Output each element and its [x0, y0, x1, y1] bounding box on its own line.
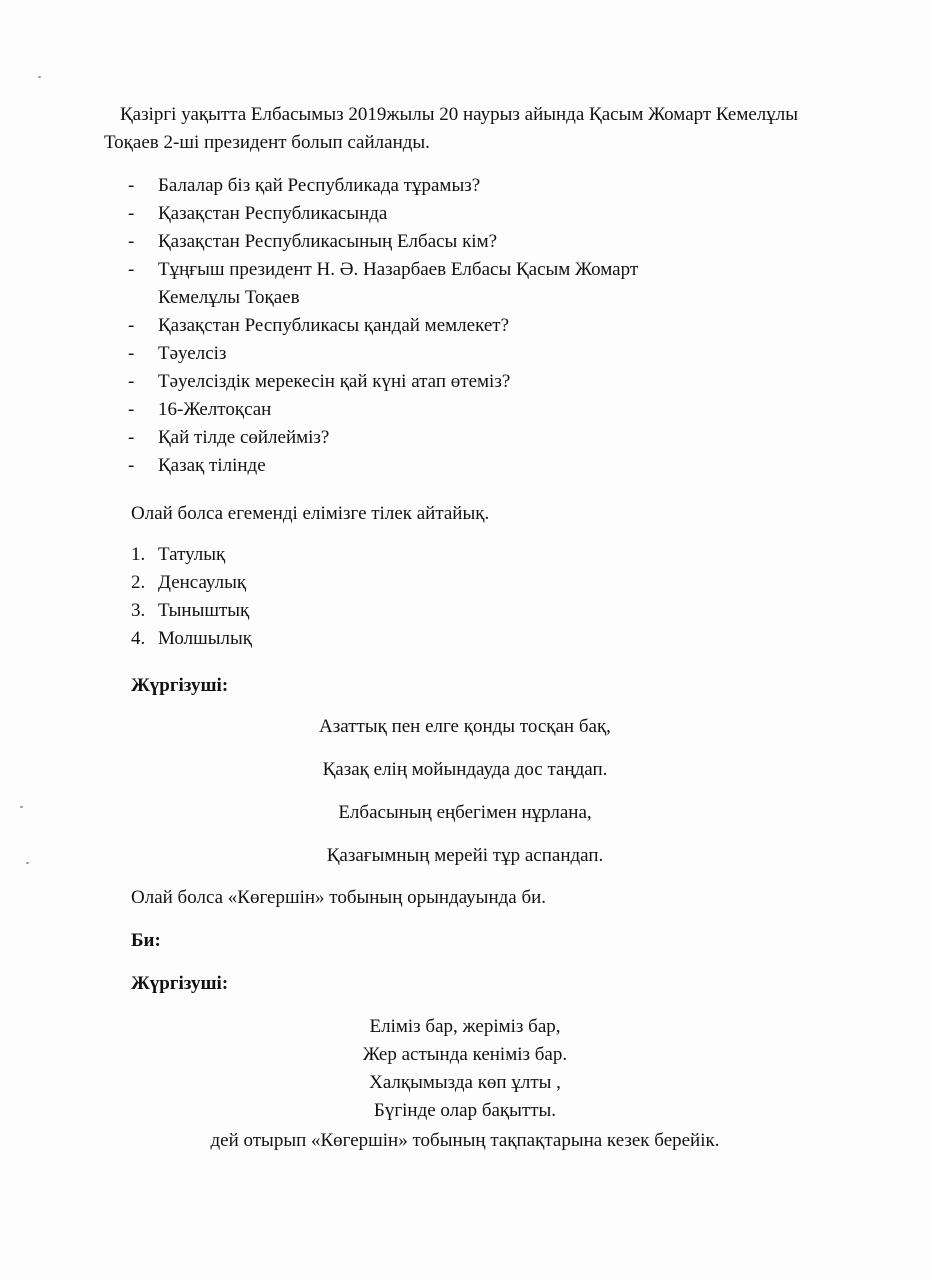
wish-item: [131, 597, 252, 625]
dialogue-item: [128, 228, 768, 256]
dialogue-text: Тәуелсіз: [158, 343, 227, 364]
dash-marker: -: [128, 315, 135, 336]
dash-marker: -: [128, 455, 135, 476]
dash-marker: -: [128, 231, 135, 252]
dash-marker: -: [128, 427, 135, 448]
poem-line: Бүгінде олар бақытты.: [373, 1100, 557, 1121]
dash-marker: -: [128, 259, 135, 280]
wish-text: Молшылық: [158, 628, 253, 649]
wish-number: 2.: [131, 572, 146, 593]
dash-marker: -: [128, 175, 135, 196]
wish-number: 3.: [131, 600, 146, 621]
dialogue-text: Тұңғыш президент Н. Ә. Назарбаев Елбасы Қасым Жомарт Кемелұлы Тоқаев: [158, 259, 639, 308]
dialogue-text: Тәуелсіздік мерекесін қай күні атап өтеміз?: [158, 371, 511, 392]
dialogue-text: 16-Желтоқсан: [158, 399, 272, 420]
closing-line: дей отырып «Көгершін» тобының тақпақтарына кезек берейік.: [210, 1130, 720, 1151]
poem-line: Азаттық пен елге қонды тосқан бақ,: [319, 716, 611, 737]
poem-line: Еліміз бар, жеріміз бар,: [369, 1016, 561, 1037]
wish-text: Тыныштық: [158, 600, 250, 621]
dash-marker: -: [128, 343, 135, 364]
dialogue-item: [128, 172, 768, 200]
poem-line: Халқымызда көп ұлты ,: [369, 1072, 561, 1093]
dialogue-text: Қай тілде сөйлейміз?: [158, 427, 330, 448]
wish-number: 4.: [131, 628, 146, 649]
dialogue-item: [128, 452, 768, 480]
dialogue-text: Қазақстан Республикасының Елбасы кім?: [158, 231, 498, 252]
dialogue-list: [128, 172, 768, 480]
dash-marker: -: [128, 203, 135, 224]
dance-label: Би:: [131, 930, 161, 951]
poem-line: Жер астында кеніміз бар.: [362, 1044, 568, 1065]
dance-intro: Олай болса «Көгершін» тобының орындауында би.: [131, 887, 547, 908]
wish-item: [131, 625, 252, 653]
host-label: Жүргізуші:: [131, 675, 229, 696]
dash-marker: -: [128, 371, 135, 392]
dialogue-item: [128, 256, 768, 312]
wish-number: 1.: [131, 544, 146, 565]
wish-text: Татулық: [158, 544, 226, 565]
poem-line: Елбасының еңбегімен нұрлана,: [338, 802, 592, 823]
dialogue-item: [128, 312, 768, 340]
dialogue-text: Қазақстан Республикасы қандай мемлекет?: [158, 315, 510, 336]
dialogue-item: [128, 340, 768, 368]
poem-line: Қазақ елің мойындауда дос таңдап.: [322, 759, 608, 780]
intro-paragraph: Қазіргі уақытта Елбасымыз 2019жылы 20 наурыз айында Қасым Жомарт Кемелұлы Тоқаев 2-ші президент болып сайланды.: [104, 104, 798, 153]
dialogue-item: [128, 396, 768, 424]
dialogue-item: [128, 368, 768, 396]
host-label: Жүргізуші:: [131, 973, 229, 994]
scan-speck: [38, 76, 41, 78]
dialogue-text: Қазақ тілінде: [158, 455, 266, 476]
dialogue-text: Қазақстан Республикасында: [158, 203, 388, 224]
poem-line: Қазағымның мерейі тұр аспандап.: [326, 845, 604, 866]
wish-item: [131, 569, 252, 597]
dash-marker: -: [128, 399, 135, 420]
dialogue-item: [128, 424, 768, 452]
dialogue-text: Балалар біз қай Республикада тұрамыз?: [158, 175, 481, 196]
wish-intro: Олай болса егеменді елімізге тілек айтайық.: [131, 503, 490, 524]
wishes-list: [131, 541, 252, 653]
wish-item: [131, 541, 252, 569]
wish-text: Денсаулық: [158, 572, 247, 593]
dialogue-item: [128, 200, 768, 228]
